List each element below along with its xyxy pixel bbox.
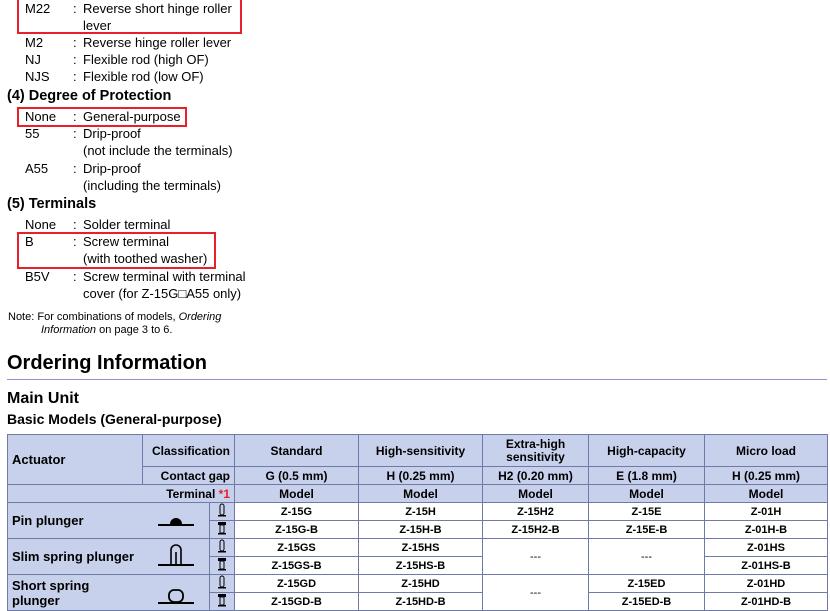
model-cell: Z-15H-B bbox=[359, 521, 483, 539]
table-row bbox=[8, 503, 828, 521]
column-gap: E (1.8 mm) bbox=[589, 467, 705, 485]
model-cell: Z-15GS bbox=[235, 539, 359, 557]
separator: : bbox=[73, 161, 77, 176]
separator: : bbox=[73, 69, 77, 84]
model-header: Model bbox=[589, 485, 705, 503]
column-gap: G (0.5 mm) bbox=[235, 467, 359, 485]
terminal-header bbox=[8, 485, 235, 503]
slim-spring-plunger-icon bbox=[143, 539, 210, 575]
model-cell: Z-15G bbox=[235, 503, 359, 521]
separator: : bbox=[73, 126, 77, 141]
protection-heading: (4) Degree of Protection bbox=[7, 88, 172, 104]
model-cell: Z-01HD bbox=[705, 575, 828, 593]
option-desc: Flexible rod (high OF) bbox=[83, 52, 209, 67]
note-text: For combinations of models, bbox=[37, 311, 179, 323]
separator: : bbox=[73, 1, 77, 16]
solder-terminal-icon bbox=[210, 503, 235, 521]
model-cell: Z-15GD bbox=[235, 575, 359, 593]
table-row bbox=[8, 539, 828, 557]
option-desc: Drip-proof bbox=[83, 161, 141, 176]
option-code: NJS bbox=[25, 69, 50, 84]
model-header: Model bbox=[705, 485, 828, 503]
model-cell: Z-15E bbox=[589, 503, 705, 521]
pin-plunger-icon bbox=[143, 503, 210, 539]
separator: : bbox=[73, 52, 77, 67]
terminals-heading: (5) Terminals bbox=[7, 196, 97, 212]
model-cell: Z-01H-B bbox=[705, 521, 828, 539]
classification-header: Classification bbox=[143, 435, 235, 467]
section-title: Ordering Information bbox=[7, 352, 207, 374]
screw-terminal-icon bbox=[210, 593, 235, 611]
option-code: B5V bbox=[25, 269, 50, 284]
option-code: B bbox=[25, 234, 34, 249]
short-spring-plunger-icon bbox=[143, 575, 210, 611]
table-row bbox=[8, 575, 828, 593]
classification-row bbox=[8, 435, 828, 467]
model-cell: Z-15GS-B bbox=[235, 557, 359, 575]
basic-models-table bbox=[7, 434, 828, 611]
column-classification: High-capacity bbox=[589, 435, 705, 467]
option-code: None bbox=[25, 109, 57, 124]
option-code: M2 bbox=[25, 35, 44, 50]
note-text: on page 3 to 6. bbox=[96, 324, 173, 336]
column-classification: Standard bbox=[235, 435, 359, 467]
model-cell: Z-15H bbox=[359, 503, 483, 521]
separator: : bbox=[73, 217, 77, 232]
model-cell: Z-15GD-B bbox=[235, 593, 359, 611]
option-desc: Flexible rod (low OF) bbox=[83, 69, 204, 84]
model-cell: Z-15G-B bbox=[235, 521, 359, 539]
model-header: Model bbox=[235, 485, 359, 503]
option-code: None bbox=[25, 217, 57, 232]
model-cell: Z-15E-B bbox=[589, 521, 705, 539]
note-italic: Information bbox=[41, 324, 97, 336]
contact-gap-header: Contact gap bbox=[143, 467, 235, 485]
model-cell: Z-15HS-B bbox=[359, 557, 483, 575]
model-cell: Z-15H2-B bbox=[483, 521, 589, 539]
column-classification: Micro load bbox=[705, 435, 828, 467]
option-code: NJ bbox=[25, 52, 41, 67]
option-desc: (not include the terminals) bbox=[83, 143, 233, 158]
section-divider bbox=[7, 379, 827, 380]
actuator-name: Short spring plunger bbox=[8, 575, 143, 611]
separator: : bbox=[73, 269, 77, 284]
model-cell: Z-15ED-B bbox=[589, 593, 705, 611]
model-cell: Z-01H bbox=[705, 503, 828, 521]
model-cell: Z-15HS bbox=[359, 539, 483, 557]
screw-terminal-icon bbox=[210, 557, 235, 575]
model-cell-empty: --- bbox=[483, 539, 589, 575]
model-cell: Z-01HS bbox=[705, 539, 828, 557]
column-gap: H (0.25 mm) bbox=[359, 467, 483, 485]
model-cell: Z-01HD-B bbox=[705, 593, 828, 611]
option-code: 55 bbox=[25, 126, 40, 141]
terminal-row bbox=[8, 485, 828, 503]
option-desc: General-purpose bbox=[83, 109, 181, 124]
model-cell: Z-01HS-B bbox=[705, 557, 828, 575]
option-desc: Screw terminal with terminal bbox=[83, 269, 246, 284]
option-desc: Reverse short hinge roller bbox=[83, 1, 232, 16]
option-desc: Solder terminal bbox=[83, 217, 171, 232]
model-cell: Z-15HD bbox=[359, 575, 483, 593]
note-italic: Ordering bbox=[178, 311, 222, 323]
actuator-name: Slim spring plunger bbox=[8, 539, 143, 575]
note bbox=[8, 311, 221, 324]
actuator-header: Actuator bbox=[8, 435, 143, 485]
solder-terminal-icon bbox=[210, 575, 235, 593]
option-desc: Reverse hinge roller lever bbox=[83, 35, 232, 50]
column-classification: High-sensitivity bbox=[359, 435, 483, 467]
model-header: Model bbox=[359, 485, 483, 503]
model-cell: Z-15ED bbox=[589, 575, 705, 593]
terminal-label: Terminal bbox=[166, 486, 219, 501]
solder-terminal-icon bbox=[210, 539, 235, 557]
option-desc: lever bbox=[83, 18, 112, 33]
option-desc: cover (for Z-15G□A55 only) bbox=[83, 286, 242, 301]
option-code: M22 bbox=[25, 1, 51, 16]
column-classification: Extra-high sensitivity bbox=[483, 435, 589, 467]
note-prefix: Note: bbox=[8, 311, 35, 323]
option-desc: Screw terminal bbox=[83, 234, 169, 249]
separator: : bbox=[73, 35, 77, 50]
option-code: A55 bbox=[25, 161, 49, 176]
model-cell-empty: --- bbox=[589, 539, 705, 575]
option-desc: Drip-proof bbox=[83, 126, 141, 141]
subsubsection-title: Basic Models (General-purpose) bbox=[7, 411, 222, 427]
option-desc: (with toothed washer) bbox=[83, 251, 208, 266]
actuator-name: Pin plunger bbox=[8, 503, 143, 539]
terminal-note-ref: *1 bbox=[218, 486, 230, 501]
model-cell: Z-15HD-B bbox=[359, 593, 483, 611]
model-header: Model bbox=[483, 485, 589, 503]
separator: : bbox=[73, 109, 77, 124]
screw-terminal-icon bbox=[210, 521, 235, 539]
model-cell-empty: --- bbox=[483, 575, 589, 611]
note-line-2 bbox=[41, 324, 172, 337]
option-desc: (including the terminals) bbox=[83, 178, 222, 193]
subsection-title: Main Unit bbox=[7, 390, 79, 407]
column-gap: H (0.25 mm) bbox=[705, 467, 828, 485]
separator: : bbox=[73, 234, 77, 249]
column-gap: H2 (0.20 mm) bbox=[483, 467, 589, 485]
model-cell: Z-15H2 bbox=[483, 503, 589, 521]
